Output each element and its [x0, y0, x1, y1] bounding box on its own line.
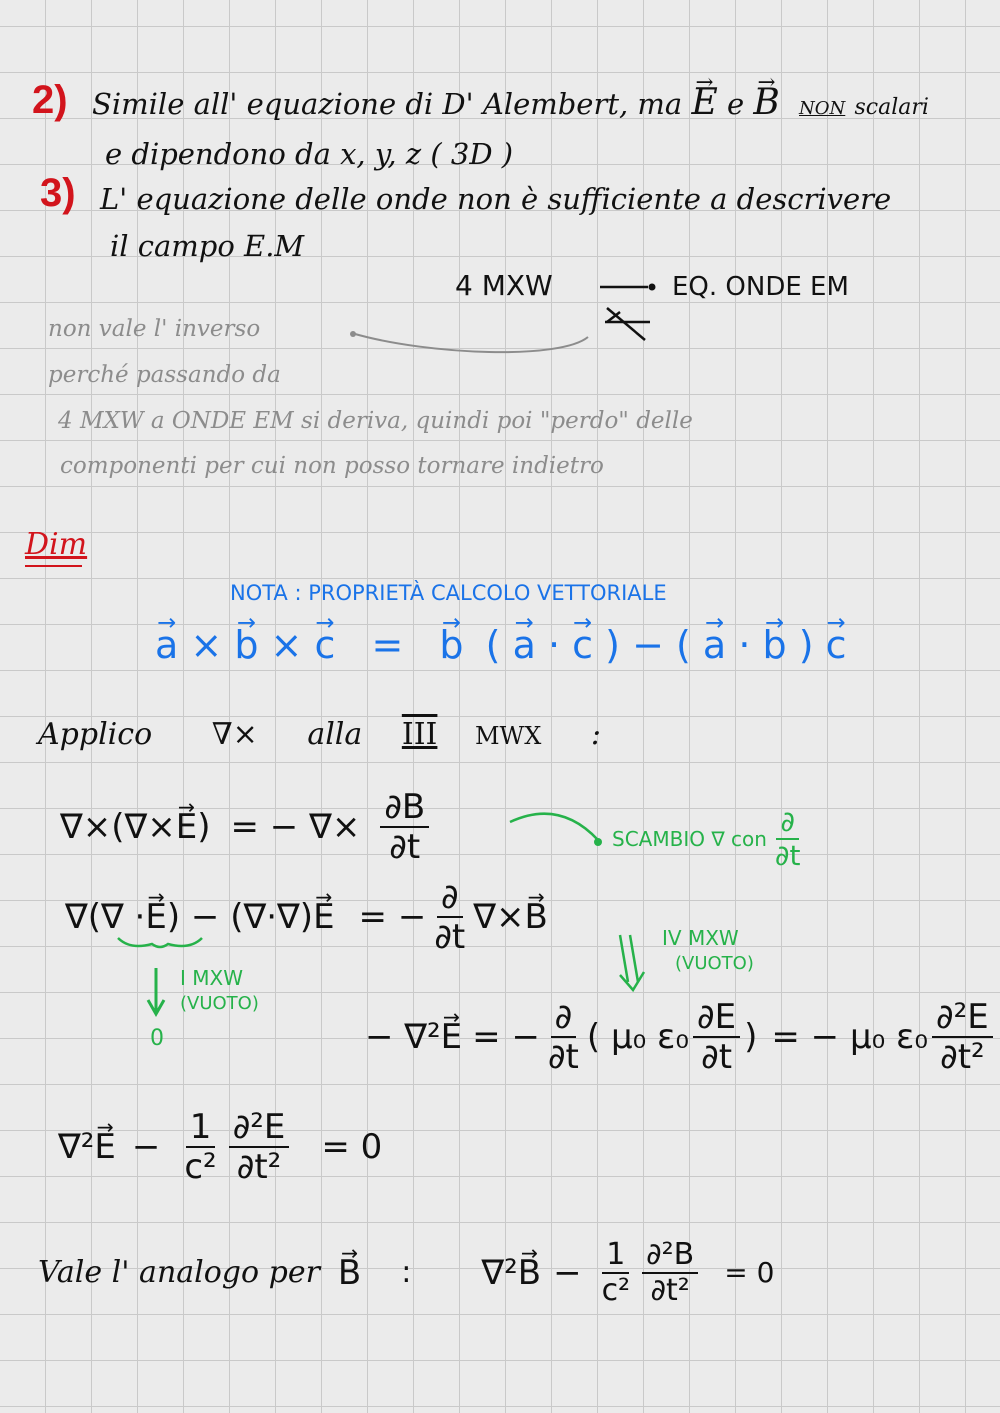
- point-2-line-2: e dipendono da x, y, z ( 3D ): [105, 137, 514, 171]
- eq3-rpar: ): [744, 1017, 758, 1057]
- swap-den: ∂t: [774, 839, 801, 872]
- eq5-laplacian: ∇²: [481, 1253, 518, 1293]
- eq3-lhs: − ∇²: [365, 1017, 441, 1057]
- vector-identity: → a × → b × → c = → b ( → a · → c ) − ( → a · → b ) → c: [155, 626, 847, 664]
- alla-word: alla: [307, 717, 363, 752]
- vector-b: → B: [338, 1256, 361, 1290]
- ann-i-vuoto: (VUOTO): [180, 993, 259, 1014]
- eq4-c-num: 1: [186, 1110, 216, 1148]
- gray-note-line-2: perché passando da: [48, 362, 281, 388]
- minus: −: [632, 623, 664, 667]
- ann-iv-vuoto: (VUOTO): [675, 953, 754, 974]
- implication-left: 4 MXW: [455, 269, 553, 302]
- conjunction: e: [726, 87, 745, 121]
- eq4-minus: −: [131, 1127, 161, 1167]
- dim-label: Dim: [25, 527, 88, 562]
- cross-out-stroke: [607, 308, 645, 340]
- arrow-iv-mxw-2: [630, 935, 638, 982]
- eq2-den: ∂t: [434, 917, 466, 957]
- eq2-grad-div: ∇(∇ ·: [65, 897, 146, 937]
- point-2-text: Simile all' equazione di D' Alembert, ma: [92, 87, 683, 121]
- vector-e: → E: [691, 85, 717, 121]
- eq5-d-num: ∂²B: [642, 1240, 698, 1274]
- vec-c: → c: [314, 626, 335, 664]
- eq4-d-den: ∂t²: [236, 1147, 282, 1187]
- swap-num: ∂: [776, 808, 798, 840]
- gray-note-line-3: 4 MXW a ONDE EM si deriva, quindi poi "perdo" delle: [58, 408, 693, 434]
- point-2-number: 2): [32, 78, 68, 122]
- gray-curve-arrow: [355, 334, 588, 352]
- eq4-d-num: ∂²E: [229, 1110, 290, 1148]
- eq2-num: ∂: [437, 880, 463, 918]
- vec-a: → a: [703, 626, 726, 664]
- implication-arrowhead: [649, 284, 656, 291]
- eq3-mu-eps: ( μ₀ ε₀: [586, 1017, 690, 1057]
- point-3-number: 3): [40, 171, 76, 215]
- eq2-curl: ∇×: [473, 897, 525, 937]
- scalari-word: scalari: [854, 95, 929, 120]
- eq1-num: ∂B: [380, 790, 429, 828]
- point-3-line-2: il campo E.M: [110, 229, 305, 263]
- eq3-equals: = −: [472, 1017, 540, 1057]
- gray-note-line-1: non vale l' inverso: [48, 316, 261, 342]
- vec-a: → a: [155, 626, 178, 664]
- eq2-equals: = −: [358, 897, 427, 937]
- vector-e: → E: [145, 900, 166, 934]
- swap-curve-arrow: [510, 814, 598, 840]
- point-3-line-1: L' equazione delle onde non è sufficiente a descrivere: [100, 182, 892, 216]
- implication-right: EQ. ONDE EM: [672, 272, 849, 302]
- eq1-den: ∂t: [389, 827, 421, 867]
- gray-arrowhead: [350, 331, 356, 337]
- vector-e: → E: [94, 1130, 115, 1164]
- ann-iv-mxw: IV MXW: [662, 926, 739, 950]
- eq5-minus: −: [553, 1253, 582, 1293]
- vector-e: → E: [176, 810, 197, 844]
- arrowhead-iv-mxw: [620, 972, 644, 990]
- eq3-inner-den: ∂t: [701, 1037, 733, 1077]
- colon: :: [590, 717, 601, 752]
- eq5-d-den: ∂t²: [650, 1273, 690, 1308]
- eq4-laplacian: ∇²: [58, 1127, 95, 1167]
- swap-arrowhead: [594, 838, 602, 846]
- vec-c: → c: [826, 626, 847, 664]
- colon: :: [401, 1255, 412, 1290]
- mwx-label: MWX: [474, 722, 542, 750]
- vec-a: → a: [513, 626, 536, 664]
- cross: ×: [270, 623, 303, 667]
- eq2-laplacian-term: ) − (∇·∇): [166, 897, 314, 937]
- eq3-num: ∂: [551, 1000, 577, 1038]
- vector-b: → B: [518, 1256, 541, 1290]
- swap-text: SCAMBIO ∇ con: [612, 827, 767, 851]
- vector-e: → E: [441, 1020, 462, 1054]
- dot: ·: [738, 623, 751, 667]
- roman-three: III: [401, 717, 438, 752]
- equals: =: [371, 623, 404, 667]
- curl-operator: ∇×: [211, 717, 258, 752]
- eq1-lhs: ∇×(∇×: [60, 807, 176, 847]
- cross: ×: [190, 623, 223, 667]
- eq3-inner-num: ∂E: [693, 1000, 740, 1038]
- eq3-rhs-den: ∂t²: [940, 1037, 985, 1077]
- ann-i-zero: 0: [150, 1026, 164, 1051]
- dot: ·: [547, 623, 561, 667]
- eq3-den: ∂t: [547, 1037, 579, 1077]
- vector-b: → B: [753, 85, 779, 121]
- eq5-c-num: 1: [602, 1240, 629, 1274]
- vec-b: → b: [234, 626, 258, 664]
- eq3-equals-2: = − μ₀ ε₀: [771, 1017, 929, 1057]
- eq4-equals: = 0: [321, 1127, 383, 1167]
- vector-b: → B: [525, 900, 548, 934]
- vector-e: → E: [313, 900, 334, 934]
- eq5-equals: = 0: [724, 1256, 775, 1289]
- brace-div-e: [118, 938, 202, 947]
- eq5-text: Vale l' analogo per: [38, 1255, 320, 1290]
- eq5-c-den: c²: [601, 1273, 631, 1308]
- eq1-equals: = − ∇×: [230, 807, 361, 847]
- eq3-rhs-num: ∂²E: [932, 1000, 993, 1038]
- gray-note-line-4: componenti per cui non posso tornare indietro: [60, 453, 604, 479]
- non-underlined: NON: [799, 98, 846, 119]
- applico-word: Applico: [38, 717, 153, 752]
- eq4-c-den: c²: [184, 1147, 217, 1187]
- eq1-rpar: ): [197, 807, 211, 847]
- vec-b: → b: [439, 626, 463, 664]
- vec-b: → b: [763, 626, 787, 664]
- nota-title: NOTA : PROPRIETÀ CALCOLO VETTORIALE: [230, 581, 667, 605]
- vec-c: → c: [572, 626, 593, 664]
- ann-i-mxw: I MXW: [180, 966, 243, 990]
